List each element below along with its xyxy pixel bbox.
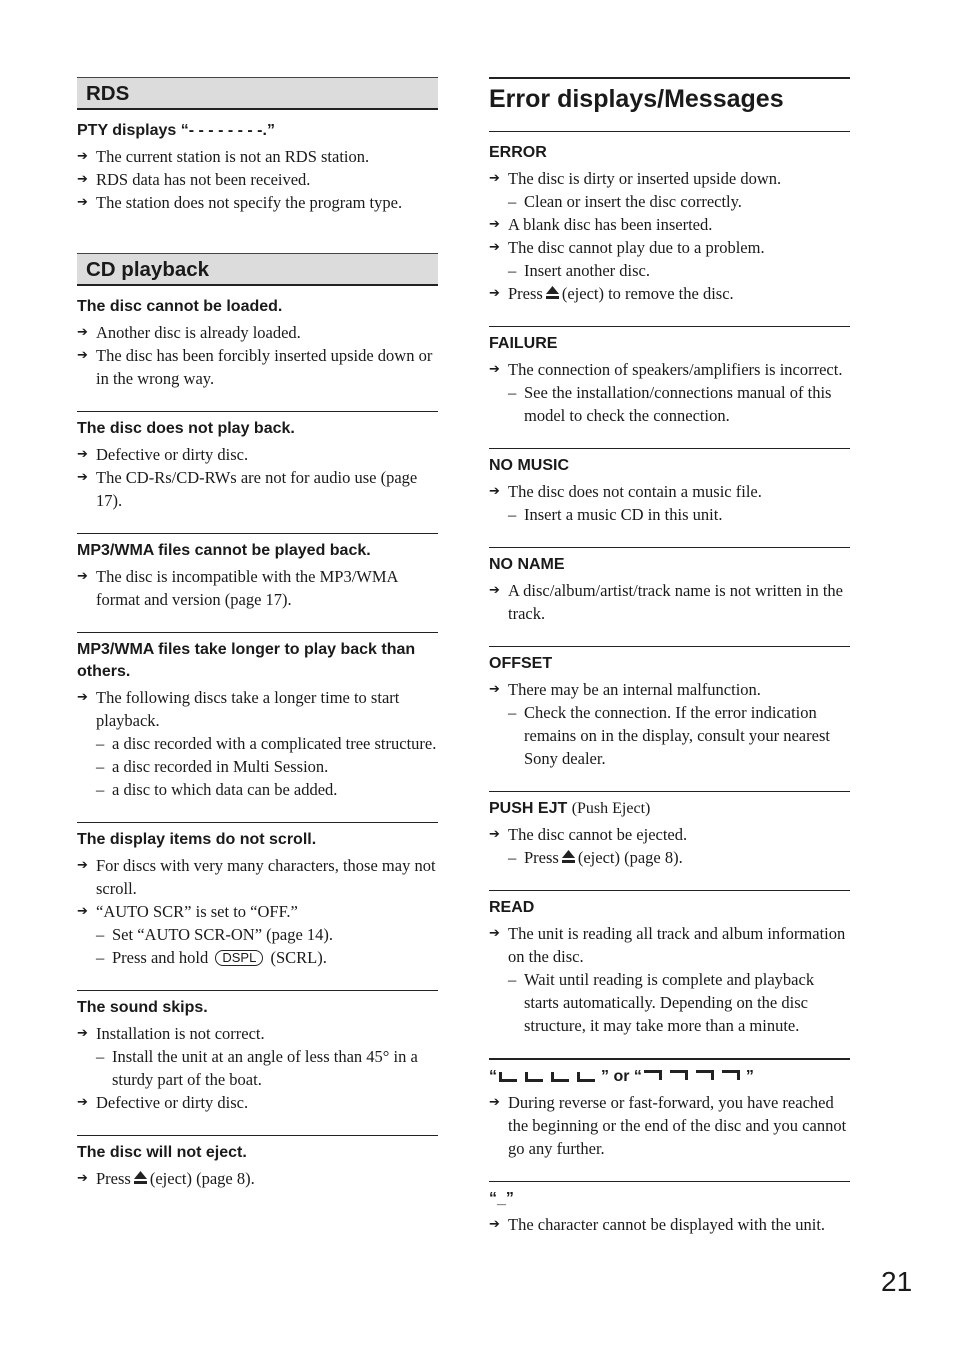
failure-block [489, 326, 850, 438]
subheading: READ [489, 899, 535, 916]
list-item: ➔ The disc does not contain a music file. [489, 482, 762, 501]
sub-item: – a disc recorded with a complicated tree structure. [96, 734, 437, 753]
eject-icon [546, 283, 559, 297]
read-block [489, 890, 850, 1048]
arrow-right-icon: ➔ [489, 217, 500, 232]
sub-item: – Clean or insert the disc correctly. [508, 192, 742, 211]
underscore-block [489, 1181, 850, 1247]
list-item: ➔ A blank disc has been inserted. [489, 215, 713, 234]
sub-item: – a disc to which data can be added. [96, 780, 338, 799]
arrow-right-icon: ➔ [77, 569, 88, 584]
page-title: Error displays/Messages [489, 77, 850, 132]
sub-item: – a disc recorded in Multi Session. [96, 757, 329, 776]
scroll-block [77, 822, 438, 980]
subheading: NO NAME [489, 556, 565, 573]
arrow-right-icon: ➔ [77, 325, 88, 340]
list-item: ➔ A disc/album/artist/track name is not written in the track. [489, 581, 843, 623]
mp3-longer-block [77, 632, 438, 812]
arrow-right-icon: ➔ [77, 904, 88, 919]
sub-item: – Insert a music CD in this unit. [508, 505, 723, 524]
list-item: ➔ Defective or dirty disc. [77, 445, 249, 464]
list-item: ➔ The unit is reading all track and album information on the disc. [489, 924, 846, 966]
subheading: NO MUSIC [489, 457, 569, 474]
arrow-right-icon: ➔ [489, 240, 500, 255]
list-item: ➔ “AUTO SCR” is set to “OFF.” [77, 902, 298, 921]
list-item: ➔ The connection of speakers/amplifiers is incorrect. [489, 360, 843, 379]
list-item: ➔ The CD-Rs/CD-RWs are not for audio use (page 17). [77, 468, 418, 510]
subheading: The sound skips. [77, 999, 208, 1016]
subheading: The display items do not scroll. [77, 831, 317, 848]
sub-item: – Set “AUTO SCR-ON” (page 14). [96, 925, 334, 944]
no-play-block [77, 411, 438, 523]
offset-block [489, 646, 850, 781]
arrow-right-icon: ➔ [489, 926, 500, 941]
section-heading-cd-playback: CD playback [77, 253, 438, 286]
push-ejt-block [489, 791, 850, 880]
list-item: ➔ RDS data has not been received. [77, 170, 311, 189]
error-block [489, 132, 850, 316]
section-heading-rds: RDS [77, 77, 438, 110]
list-item: ➔ Installation is not correct. [77, 1024, 265, 1043]
arrow-right-icon: ➔ [77, 348, 88, 363]
list-item: ➔ The disc cannot be ejected. [489, 825, 688, 844]
arrow-right-icon: ➔ [489, 1095, 500, 1110]
left-column [77, 77, 438, 1201]
subheading: FAILURE [489, 335, 558, 352]
arrow-right-icon: ➔ [77, 470, 88, 485]
subheading: MP3/WMA files cannot be played back. [77, 542, 371, 559]
sub-item: – Insert another disc. [508, 261, 650, 280]
dspl-key: DSPL [215, 950, 263, 966]
mp3-cannot-block [77, 533, 438, 622]
list-item: ➔ Defective or dirty disc. [77, 1093, 249, 1112]
sub-item: – Check the connection. If the error indication remains on in the display, consult your nearest Sony dealer. [508, 703, 830, 768]
subheading: PUSH EJT (Push Eject) [489, 800, 651, 817]
arrow-right-icon: ➔ [489, 484, 500, 499]
subheading: MP3/WMA files take longer to play back than others. [77, 641, 416, 680]
arrow-right-icon: ➔ [489, 286, 500, 301]
arrow-right-icon: ➔ [77, 149, 88, 164]
eject-icon [134, 1168, 147, 1182]
list-item: ➔ The character cannot be displayed with the unit. [489, 1215, 826, 1234]
segments-block [489, 1058, 850, 1171]
sub-item: – Install the unit at an angle of less than 45° in a sturdy part of the boat. [96, 1047, 418, 1089]
list-item: ➔ The disc is dirty or inserted upside down. [489, 169, 782, 188]
list-item: ➔ The disc is incompatible with the MP3/WMA format and version (page 17). [77, 567, 398, 609]
sub-item: – Wait until reading is complete and playback starts automatically. Depending on the disc structure, it may take more than a minute. [508, 970, 815, 1035]
eject-icon [562, 847, 575, 861]
list-item: ➔ The disc cannot play due to a problem. [489, 238, 765, 257]
subheading: The disc cannot be loaded. [77, 298, 283, 315]
arrow-right-icon: ➔ [489, 827, 500, 842]
arrow-right-icon: ➔ [77, 447, 88, 462]
page-number: 21 [881, 1266, 913, 1297]
rds-pty-block [77, 110, 438, 225]
subheading: “ ” or “ ” [489, 1068, 754, 1085]
arrow-right-icon: ➔ [489, 171, 500, 186]
segment-bottom-left-icon [497, 1069, 601, 1083]
skips-block [77, 990, 438, 1125]
list-item: ➔ Press (eject) to remove the disc. [489, 284, 734, 303]
right-column [489, 77, 850, 1247]
list-item: ➔ During reverse or fast-forward, you have reached the beginning or the end of the disc and you cannot go any further. [489, 1093, 847, 1158]
arrow-right-icon: ➔ [77, 858, 88, 873]
list-item: ➔ The current station is not an RDS station. [77, 147, 370, 166]
arrow-right-icon: ➔ [489, 583, 500, 598]
list-item: ➔ Press (eject) (page 8). [77, 1169, 255, 1188]
sub-item: – See the installation/connections manual of this model to check the connection. [508, 383, 832, 425]
list-item: ➔ The station does not specify the program type. [77, 193, 403, 212]
subheading: “_” [489, 1190, 514, 1207]
list-item: ➔ The following discs take a longer time to start playback. [77, 688, 400, 730]
list-item: ➔ The disc has been forcibly inserted upside down or in the wrong way. [77, 346, 433, 388]
sub-item: – Press and hold DSPL (SCRL). [96, 948, 327, 967]
arrow-right-icon: ➔ [489, 362, 500, 377]
no-eject-block [77, 1135, 438, 1201]
arrow-right-icon: ➔ [77, 690, 88, 705]
subheading: OFFSET [489, 655, 553, 672]
arrow-right-icon: ➔ [77, 1095, 88, 1110]
sub-item: – Press (eject) (page 8). [508, 848, 683, 867]
arrow-right-icon: ➔ [489, 1217, 500, 1232]
subheading: ERROR [489, 144, 547, 161]
subheading: The disc does not play back. [77, 420, 295, 437]
arrow-right-icon: ➔ [489, 682, 500, 697]
list-item: ➔ For discs with very many characters, those may not scroll. [77, 856, 436, 898]
arrow-right-icon: ➔ [77, 195, 88, 210]
no-name-block [489, 547, 850, 636]
subheading: PTY displays “- - - - - - - -.” [77, 122, 275, 139]
segment-top-right-icon [642, 1069, 746, 1083]
no-music-block [489, 448, 850, 537]
arrow-right-icon: ➔ [77, 1026, 88, 1041]
subheading: The disc will not eject. [77, 1144, 247, 1161]
list-item: ➔ Another disc is already loaded. [77, 323, 301, 342]
arrow-right-icon: ➔ [77, 1171, 88, 1186]
list-item: ➔ There may be an internal malfunction. [489, 680, 761, 699]
arrow-right-icon: ➔ [77, 172, 88, 187]
cannot-load-block [77, 286, 438, 401]
